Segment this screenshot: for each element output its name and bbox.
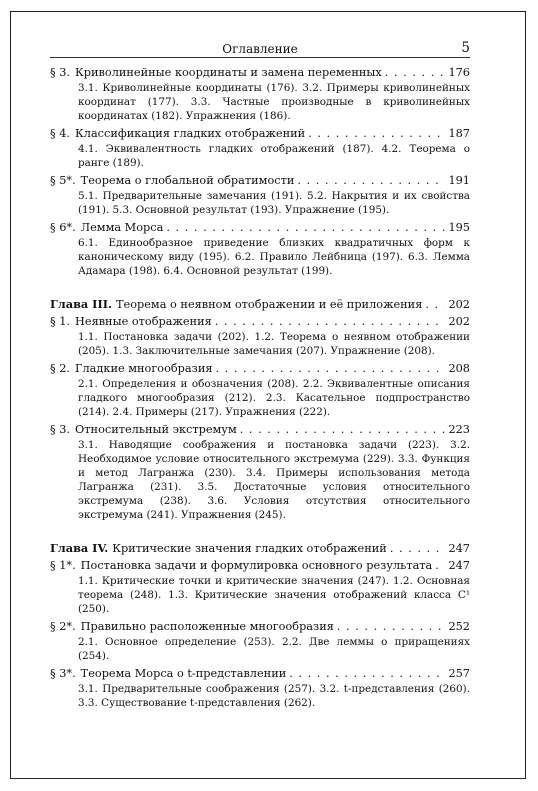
section-page: 195: [448, 221, 470, 234]
dot-leader: [308, 125, 445, 142]
section-contents: 3.1. Криволинейные координаты (176). 3.2. Примеры криволинейных координат (177). 3.3. Частные производные в криволинейных координатах (182). Упражнения (186).: [78, 82, 470, 122]
toc-section: [50, 665, 470, 682]
dot-leader: [425, 296, 445, 313]
chapter-page: 247: [448, 542, 470, 555]
dot-leader: [337, 618, 446, 635]
section-page: 191: [448, 174, 470, 187]
section-number: § 5*.: [50, 174, 76, 187]
section-number: § 3*.: [50, 667, 76, 680]
running-header: [50, 40, 470, 58]
toc-section: [50, 360, 470, 377]
toc-page: [50, 40, 470, 712]
section-contents: 2.1. Основное определение (253). 2.2. Две леммы о приращениях (254).: [78, 636, 470, 662]
section-title: Неявные отображения: [75, 315, 212, 328]
section-contents: 3.1. Наводящие соображения и постановка задачи (223). 3.2. Необходимое условие относительного экстремума (229). 3.3. Функция и метод Лагранжа (230). 3.4. Примеры использования метода Лагранжа (231). 3.5. Достаточные условия относительного экстремума (238). 3.6. Условия отсутствия относительного экстремума (241). Упражнения (245).: [78, 439, 470, 521]
dot-leader: [385, 64, 446, 81]
page-number: 5: [461, 40, 470, 56]
section-contents: 2.1. Определения и обозначения (208). 2.2. Эквивалентные описания гладкого многообразия (212). 2.3. Касательное подпространство (214). 2.4. Примеры (217). Упражнения (222).: [78, 378, 470, 418]
chapter-label: Глава III.: [50, 297, 112, 311]
section-title: Гладкие многообразия: [75, 362, 213, 375]
header-title: Оглавление: [222, 42, 298, 56]
section-contents: 3.1. Предварительные соображения (257). 3.2. t-представления (260). 3.3. Существование t-представления (262).: [78, 683, 470, 709]
section-page: 257: [448, 667, 470, 680]
dot-leader: [390, 540, 446, 557]
toc-section: [50, 618, 470, 635]
section-number: § 1*.: [50, 559, 76, 572]
section-number: § 2*.: [50, 620, 76, 633]
section-page: 187: [448, 127, 470, 140]
section-number: § 2.: [50, 362, 71, 375]
section-title: Постановка задачи и формулировка основного результата: [80, 559, 433, 572]
section-page: 208: [448, 362, 470, 375]
section-number: § 3.: [50, 66, 71, 79]
toc-section: [50, 557, 470, 574]
section-page: 176: [448, 66, 470, 79]
toc-chapter: [50, 540, 470, 557]
section-contents: 4.1. Эквивалентность гладких отображений (187). 4.2. Теорема о ранге (189).: [78, 143, 470, 169]
section-title: Классификация гладких отображений: [75, 127, 306, 140]
section-title: Лемма Морса: [80, 221, 164, 234]
toc-section: [50, 421, 470, 438]
section-page: 202: [448, 315, 470, 328]
chapter-label: Глава IV.: [50, 541, 109, 555]
chapter-title: Критические значения гладких отображений: [112, 542, 387, 555]
section-title: Теорема о глобальной обратимости: [80, 174, 295, 187]
toc-section: [50, 125, 470, 142]
section-contents: 5.1. Предварительные замечания (191). 5.2. Накрытия и их свойства (191). 5.3. Основной результат (193). Упражнение (195).: [78, 190, 470, 216]
dot-leader: [289, 665, 445, 682]
section-number: § 4.: [50, 127, 71, 140]
section-contents: 1.1. Постановка задачи (202). 1.2. Теорема о неявном отображении (205). 1.3. Заключительные замечания (207). Упражнение (208).: [78, 331, 470, 357]
toc-section: [50, 219, 470, 236]
dot-leader: [297, 172, 445, 189]
toc-section: [50, 172, 470, 189]
dot-leader: [166, 219, 445, 236]
section-number: § 1.: [50, 315, 71, 328]
section-page: 223: [448, 423, 470, 436]
section-title: Относительный экстремум: [75, 423, 237, 436]
section-title: Криволинейные координаты и замена переменных: [75, 66, 382, 79]
dot-leader: [435, 557, 445, 574]
section-title: Теорема Морса о t-представлении: [80, 667, 287, 680]
chapter-page: 202: [448, 298, 470, 311]
section-contents: 1.1. Критические точки и критические значения (247). 1.2. Основная теорема (248). 1.3. Критические значения отображений класса C¹ (250).: [78, 575, 470, 615]
section-number: § 3.: [50, 423, 71, 436]
section-title: Правильно расположенные многообразия: [80, 620, 334, 633]
dot-leader: [240, 421, 446, 438]
chapter-title: Теорема о неявном отображении и её приложения: [115, 298, 423, 311]
section-contents: 6.1. Единообразное приведение близких квадратичных форм к каноническому виду (195). 6.2. Правило Лейбница (197). 6.3. Лемма Адамара (198). 6.4. Основной результат (199).: [78, 237, 470, 277]
section-number: § 6*.: [50, 221, 76, 234]
dot-leader: [215, 313, 446, 330]
toc-section: [50, 64, 470, 81]
toc-section: [50, 313, 470, 330]
section-page: 247: [448, 559, 470, 572]
section-page: 252: [448, 620, 470, 633]
toc-chapter: [50, 296, 470, 313]
dot-leader: [215, 360, 445, 377]
